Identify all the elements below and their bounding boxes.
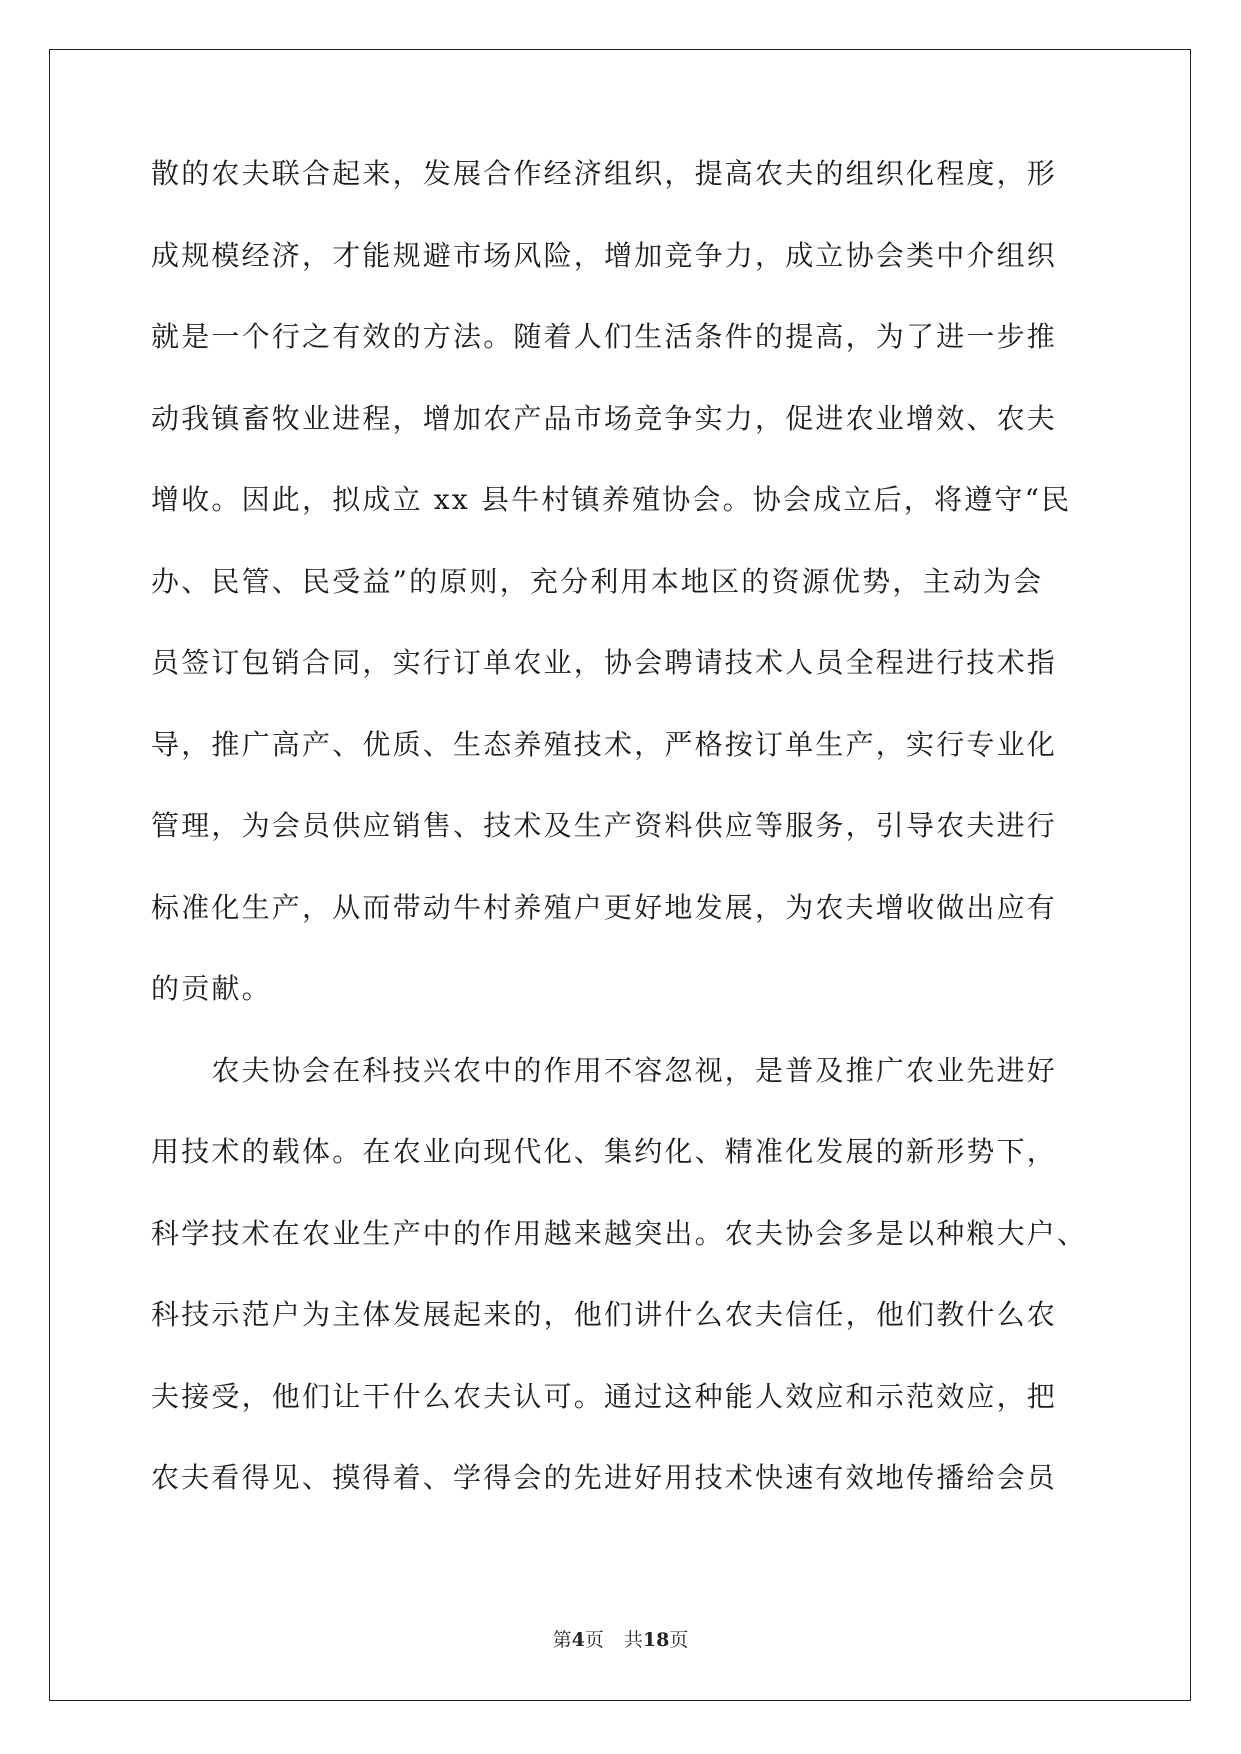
text-line: 夫接受，他们让干什么农夫认可。通过这种能人效应和示范效应，把 (151, 1379, 1058, 1413)
text-line: 成规模经济，才能规避市场风险，增加竞争力，成立协会类中介组织 (151, 238, 1058, 272)
text-line: 员签订包销合同，实行订单农业，协会聘请技术人员全程进行技术指 (151, 646, 1058, 679)
text-line: 增收。因此，拟成立 xx 县牛村镇养殖协会。协会成立后，将遵守“民 (151, 483, 1072, 516)
text-line: 办、民管、民受益”的原则，充分利用本地区的资源优势，主动为会 (151, 564, 1044, 598)
text-line: 农夫协会在科技兴农中的作用不容忽视，是普及推广农业先进好 (151, 1053, 1058, 1087)
text-line: 标准化生产，从而带动牛村养殖户更好地发展，为农夫增收做出应有 (151, 890, 1058, 924)
total-suffix: 页 (669, 1629, 689, 1651)
page-footer (0, 1625, 1241, 1652)
text-line: 的贡献。 (151, 972, 272, 1005)
text-line: 动我镇畜牧业进程，增加农产品市场竞争实力，促进农业增效、农夫 (151, 401, 1058, 435)
text-line: 农夫看得见、摸得着、学得会的先进好用技术快速有效地传播给会员 (151, 1461, 1058, 1494)
text-line: 科学技术在农业生产中的作用越来越突出。农夫协会多是以种粮大户、 (151, 1216, 1088, 1250)
text-line: 导，推广高产、优质、生态养殖技术，严格按订单生产，实行专业化 (151, 727, 1058, 761)
page-number: 4 (571, 1629, 585, 1651)
document-body (151, 157, 1091, 1546)
page-suffix: 页 (584, 1629, 604, 1651)
text-line: 管理，为会员供应销售、技术及生产资料供应等服务，引导农夫进行 (151, 809, 1058, 842)
text-line: 散的农夫联合起来，发展合作经济组织，提高农夫的组织化程度，形 (151, 157, 1058, 190)
text-line: 就是一个行之有效的方法。随着人们生活条件的提高，为了进一步推 (151, 320, 1058, 353)
text-line: 科技示范户为主体发展起来的，他们讲什么农夫信任，他们教什么农 (151, 1298, 1058, 1331)
page-prefix: 第 (552, 1629, 572, 1651)
total-prefix: 共 (623, 1629, 643, 1651)
total-pages: 18 (642, 1629, 670, 1651)
text-line: 用技术的载体。在农业向现代化、集约化、精准化发展的新形势下， (151, 1135, 1058, 1168)
